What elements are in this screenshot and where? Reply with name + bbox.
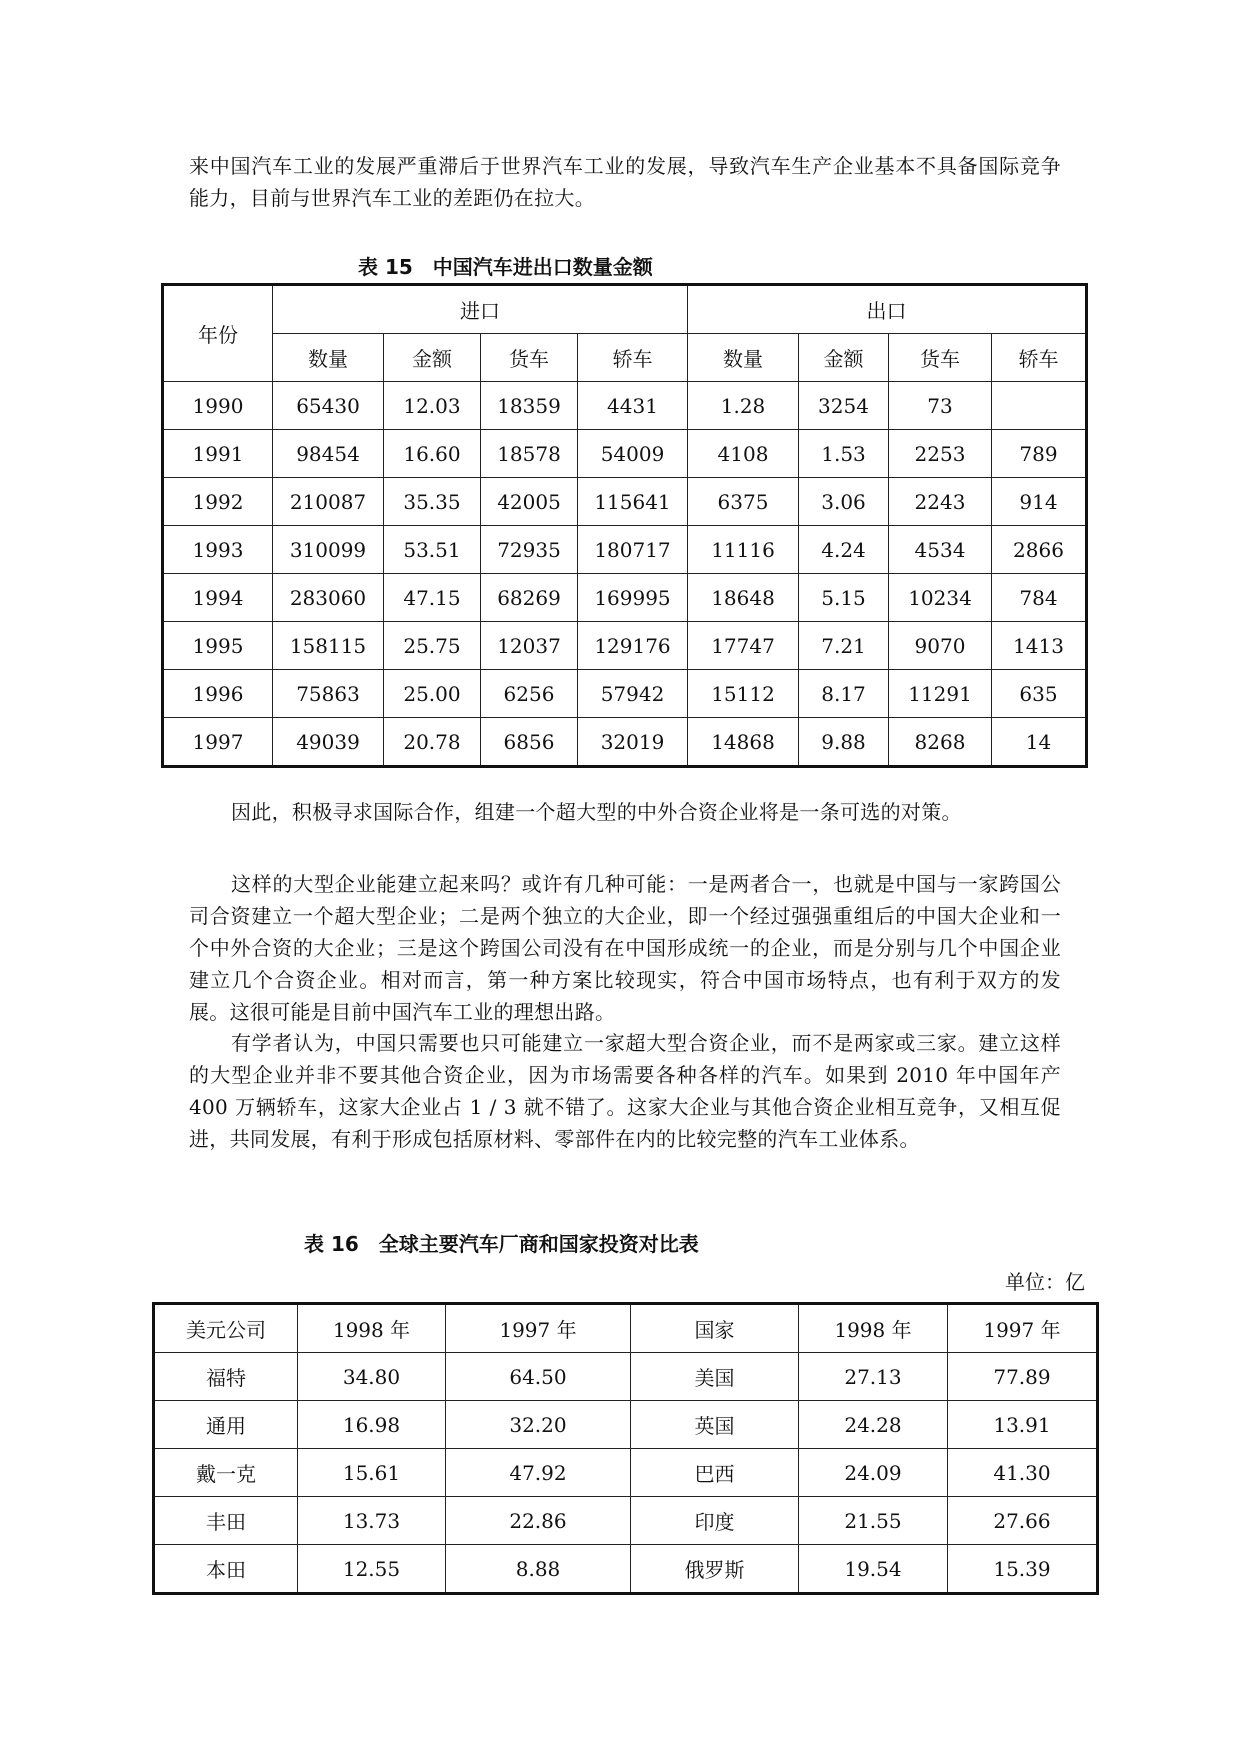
table-cell: 福特 xyxy=(154,1353,298,1401)
table-cell: 32019 xyxy=(578,718,688,767)
table-cell: 47.92 xyxy=(446,1449,631,1497)
table-cell: 4431 xyxy=(578,382,688,430)
table-cell: 75863 xyxy=(273,670,384,718)
unit-label: 单位：亿 xyxy=(1005,1270,1085,1294)
table-cell: 115641 xyxy=(578,478,688,526)
table-cell: 英国 xyxy=(631,1401,799,1449)
table-cell: 34.80 xyxy=(298,1353,446,1401)
table-cell: 210087 xyxy=(273,478,384,526)
table-cell: 49039 xyxy=(273,718,384,767)
table-cell: 24.28 xyxy=(799,1401,948,1449)
table-cell: 57942 xyxy=(578,670,688,718)
table-cell: 巴西 xyxy=(631,1449,799,1497)
table-cell: 5.15 xyxy=(799,574,889,622)
table-row xyxy=(163,478,1087,526)
table-cell: 27.13 xyxy=(799,1353,948,1401)
table-cell: 美国 xyxy=(631,1353,799,1401)
table-cell: 8.88 xyxy=(446,1545,631,1594)
table15-caption: 表 15 中国汽车进出口数量金额 xyxy=(358,255,653,279)
table-row xyxy=(163,382,1087,430)
table-cell: 3.06 xyxy=(799,478,889,526)
table-cell: 丰田 xyxy=(154,1497,298,1545)
table-cell: 11116 xyxy=(688,526,799,574)
table-cell: 12.55 xyxy=(298,1545,446,1594)
table-row xyxy=(163,526,1087,574)
header-row-2 xyxy=(163,334,1087,382)
table-cell: 本田 xyxy=(154,1545,298,1594)
table-row xyxy=(154,1353,1098,1401)
table-cell: 1993 xyxy=(163,526,273,574)
table-cell: 1994 xyxy=(163,574,273,622)
table-cell: 9.88 xyxy=(799,718,889,767)
table-cell: 1996 xyxy=(163,670,273,718)
table-cell: 20.78 xyxy=(384,718,481,767)
table-cell: 129176 xyxy=(578,622,688,670)
table-cell: 16.98 xyxy=(298,1401,446,1449)
table-cell: 73 xyxy=(889,382,992,430)
table-cell: 635 xyxy=(992,670,1087,718)
table-cell: 11291 xyxy=(889,670,992,718)
table-cell: 15112 xyxy=(688,670,799,718)
table-cell: 9070 xyxy=(889,622,992,670)
import-quantity-header: 数量 xyxy=(273,334,384,382)
export-amount-header: 金额 xyxy=(799,334,889,382)
table-row xyxy=(163,574,1087,622)
table-cell: 24.09 xyxy=(799,1449,948,1497)
table-cell: 2866 xyxy=(992,526,1087,574)
table-cell: 42005 xyxy=(481,478,578,526)
table-cell: 17747 xyxy=(688,622,799,670)
table-cell: 6375 xyxy=(688,478,799,526)
paragraph-possibilities: 这样的大型企业能建立起来吗？或许有几种可能：一是两者合一，也就是中国与一家跨国公司合资建立一个超大型企业；二是两个独立的大企业，即一个经过强强重组后的中国大企业和一个中外合资的大企业；三是这个跨国公司没有在中国形成统一的企业，而是分别与几个中国企业建立几个合资企业。相对而言，第一种方案比较现实，符合中国市场特点，也有利于双方的发展。这很可能是目前中国汽车工业的理想出路。 xyxy=(189,872,1061,1024)
table-cell: 1.28 xyxy=(688,382,799,430)
table-row xyxy=(163,718,1087,767)
table-cell: 2243 xyxy=(889,478,992,526)
import-export-table xyxy=(161,283,1088,768)
investment-comparison-table xyxy=(152,1302,1099,1595)
header-row-1 xyxy=(163,285,1087,334)
table-cell: 印度 xyxy=(631,1497,799,1545)
table-cell: 53.51 xyxy=(384,526,481,574)
table-cell: 77.89 xyxy=(948,1353,1098,1401)
country-1997-header: 1997 年 xyxy=(948,1304,1098,1353)
table-cell: 18648 xyxy=(688,574,799,622)
table-cell: 7.21 xyxy=(799,622,889,670)
table-cell: 13.73 xyxy=(298,1497,446,1545)
table-cell: 25.00 xyxy=(384,670,481,718)
table-cell: 4.24 xyxy=(799,526,889,574)
table-cell: 54009 xyxy=(578,430,688,478)
country-1998-header: 1998 年 xyxy=(799,1304,948,1353)
table-cell: 789 xyxy=(992,430,1087,478)
table-cell: 6256 xyxy=(481,670,578,718)
table-cell: 65430 xyxy=(273,382,384,430)
table-row xyxy=(154,1497,1098,1545)
table-cell: 8268 xyxy=(889,718,992,767)
table-cell: 16.60 xyxy=(384,430,481,478)
table-cell: 35.35 xyxy=(384,478,481,526)
intro-paragraph: 来中国汽车工业的发展严重滞后于世界汽车工业的发展，导致汽车生产企业基本不具备国际竞争能力，目前与世界汽车工业的差距仍在拉大。 xyxy=(189,154,1061,210)
table-cell: 158115 xyxy=(273,622,384,670)
paragraph-countermeasure: 因此，积极寻求国际合作，组建一个超大型的中外合资企业将是一条可选的对策。 xyxy=(231,800,962,824)
table-row xyxy=(154,1401,1098,1449)
table-cell: 3254 xyxy=(799,382,889,430)
table-cell: 8.17 xyxy=(799,670,889,718)
export-quantity-header: 数量 xyxy=(688,334,799,382)
table-cell: 1990 xyxy=(163,382,273,430)
table-row xyxy=(163,622,1087,670)
table-cell: 1995 xyxy=(163,622,273,670)
table-header-row xyxy=(154,1304,1098,1353)
table-row xyxy=(163,430,1087,478)
export-header: 出口 xyxy=(688,285,1087,334)
table-cell: 41.30 xyxy=(948,1449,1098,1497)
table-cell: 914 xyxy=(992,478,1087,526)
table16-caption: 表 16 全球主要汽车厂商和国家投资对比表 xyxy=(304,1232,699,1256)
table-cell: 64.50 xyxy=(446,1353,631,1401)
table-cell: 21.55 xyxy=(799,1497,948,1545)
company-header: 美元公司 xyxy=(154,1304,298,1353)
table-cell: 47.15 xyxy=(384,574,481,622)
year-header: 年份 xyxy=(163,285,273,382)
table-cell: 1413 xyxy=(992,622,1087,670)
table-cell: 98454 xyxy=(273,430,384,478)
table-cell: 784 xyxy=(992,574,1087,622)
table-cell: 72935 xyxy=(481,526,578,574)
table-cell: 1997 xyxy=(163,718,273,767)
table-cell: 2253 xyxy=(889,430,992,478)
table-cell: 283060 xyxy=(273,574,384,622)
table-cell: 6856 xyxy=(481,718,578,767)
table-cell: 12037 xyxy=(481,622,578,670)
table-cell: 戴一克 xyxy=(154,1449,298,1497)
table-cell: 310099 xyxy=(273,526,384,574)
table-cell: 4108 xyxy=(688,430,799,478)
table-cell: 1991 xyxy=(163,430,273,478)
table-cell: 68269 xyxy=(481,574,578,622)
table-cell: 18359 xyxy=(481,382,578,430)
paragraph-scholar-view: 有学者认为，中国只需要也只可能建立一家超大型合资企业，而不是两家或三家。建立这样的大型企业并非不要其他合资企业，因为市场需要各种各样的汽车。如果到 2010 年中国年产 400 万辆轿车，这家大企业占 1 / 3 就不错了。这家大企业与其他合资企业相互竞争，又相互促进，共同发展，有利于形成包括原材料、零部件在内的比较完整的汽车工业体系。 xyxy=(189,1031,1061,1151)
table-cell: 19.54 xyxy=(799,1545,948,1594)
table-cell: 4534 xyxy=(889,526,992,574)
table-cell: 14 xyxy=(992,718,1087,767)
table-cell: 1.53 xyxy=(799,430,889,478)
table-cell: 15.39 xyxy=(948,1545,1098,1594)
table-row xyxy=(154,1545,1098,1594)
table-cell: 1992 xyxy=(163,478,273,526)
table-row xyxy=(163,670,1087,718)
table-cell: 14868 xyxy=(688,718,799,767)
import-amount-header: 金额 xyxy=(384,334,481,382)
company-1998-header: 1998 年 xyxy=(298,1304,446,1353)
table-cell: 25.75 xyxy=(384,622,481,670)
import-car-header: 轿车 xyxy=(578,334,688,382)
table-cell: 18578 xyxy=(481,430,578,478)
table-cell: 180717 xyxy=(578,526,688,574)
table-cell xyxy=(992,382,1087,430)
table-cell: 通用 xyxy=(154,1401,298,1449)
import-truck-header: 货车 xyxy=(481,334,578,382)
country-header: 国家 xyxy=(631,1304,799,1353)
export-car-header: 轿车 xyxy=(992,334,1087,382)
table-row xyxy=(154,1449,1098,1497)
table-cell: 169995 xyxy=(578,574,688,622)
import-header: 进口 xyxy=(273,285,688,334)
table-cell: 俄罗斯 xyxy=(631,1545,799,1594)
table-cell: 13.91 xyxy=(948,1401,1098,1449)
table-cell: 27.66 xyxy=(948,1497,1098,1545)
table-cell: 12.03 xyxy=(384,382,481,430)
table-cell: 32.20 xyxy=(446,1401,631,1449)
table-cell: 15.61 xyxy=(298,1449,446,1497)
table-cell: 10234 xyxy=(889,574,992,622)
table-cell: 22.86 xyxy=(446,1497,631,1545)
company-1997-header: 1997 年 xyxy=(446,1304,631,1353)
export-truck-header: 货车 xyxy=(889,334,992,382)
